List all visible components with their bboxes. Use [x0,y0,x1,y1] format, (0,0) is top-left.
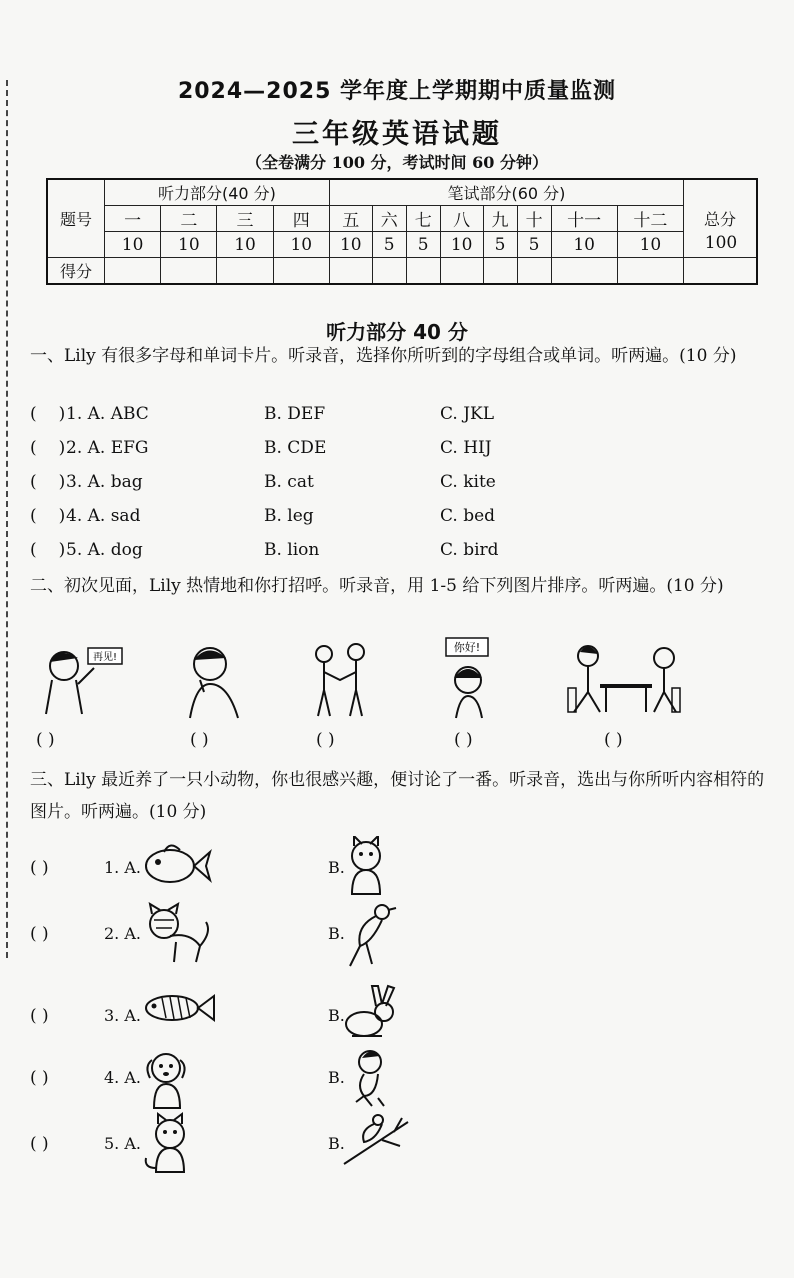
score-entry-cell[interactable] [161,258,217,285]
option-a: 5. A. dog [66,540,143,560]
option-b-label: B. [328,1134,345,1153]
answer-paren[interactable]: ( ) [30,924,49,944]
bubble-hello-text: 你好! [453,641,481,654]
score-entry-cell[interactable] [517,258,551,285]
row-label-score: 得分 [47,258,105,285]
question-number: 二 [161,206,217,232]
option-a: 4. A. sad [66,506,141,526]
group-written: 笔试部分(60 分) [329,179,683,206]
score-entry-cell[interactable] [273,258,329,285]
binding-margin-line [6,80,8,958]
answer-paren[interactable]: ( ) [30,1006,49,1026]
option-c: C. HIJ [440,438,492,458]
score-entry-cell[interactable] [329,258,372,285]
points-cell: 10 [161,232,217,258]
option-a-label: 1. A. [104,858,141,877]
question-number: 六 [372,206,406,232]
points-cell: 10 [217,232,273,258]
points-cell: 5 [372,232,406,258]
bubble-goodbye-text: 再见! [92,652,118,663]
tiger-cat-picture [140,902,212,970]
group-listening: 听力部分(40 分) [105,179,330,206]
order-blank[interactable]: ( ) [316,730,335,750]
answer-paren[interactable]: ( ) [30,506,66,526]
points-cell: 5 [406,232,440,258]
part1-instruction: 一、Lily 有很多字母和单词卡片。听录音，选择你所听到的字母组合或单词。听两遍。(10 分) [30,346,737,366]
score-entry-cell[interactable] [551,258,617,285]
option-c: C. kite [440,472,496,492]
parrot-picture [342,1046,398,1114]
score-row [47,258,757,285]
option-a-label: 2. A. [104,924,141,943]
total-entry-cell[interactable] [684,258,758,285]
fish-picture [140,984,216,1032]
picture-handshake [306,640,376,720]
answer-paren[interactable]: ( ) [30,438,66,458]
question-number: 八 [440,206,483,232]
dog-picture [140,1046,196,1114]
answer-paren[interactable]: ( ) [30,1068,49,1088]
score-entry-cell[interactable] [372,258,406,285]
question-number: 一 [105,206,161,232]
picture-girl-waving [38,636,128,720]
part2-instruction: 二、初次见面，Lily 热情地和你打招呼。听录音，用 1-5 给下列图片排序。听两遍。(10 分) [30,576,724,596]
part1-item [30,438,730,468]
option-b: B. cat [264,472,314,492]
order-blank[interactable]: ( ) [454,730,473,750]
part3-instruction: 三、Lily 最近养了一只小动物，你也很感兴趣，便讨论了一番。听录音，选出与你所听内容相符的图片。听两遍。(10 分) [30,770,765,822]
option-c: C. bird [440,540,499,560]
listening-heading: 听力部分 40 分 [326,320,468,344]
part1-item [30,506,730,536]
score-table [46,178,758,285]
question-number: 五 [329,206,372,232]
option-b-label: B. [328,1006,345,1025]
picture-girl-hello [440,636,500,720]
question-number: 十二 [617,206,683,232]
part3-item [30,1112,530,1182]
picture-table-talk [560,640,690,716]
total-points: 100 [704,233,738,253]
bird-on-branch-picture [342,1112,412,1172]
bird-picture [342,902,398,972]
answer-paren[interactable]: ( ) [30,404,66,424]
points-cell: 5 [483,232,517,258]
fish-picture [140,836,212,896]
part3-item [30,984,530,1054]
score-entry-cell[interactable] [406,258,440,285]
option-b-label: B. [328,924,345,943]
score-entry-cell[interactable] [105,258,161,285]
question-number: 四 [273,206,329,232]
answer-paren[interactable]: ( ) [30,540,66,560]
part3-item [30,836,530,906]
question-number: 七 [406,206,440,232]
row-label-question: 题号 [47,179,105,258]
question-number: 三 [217,206,273,232]
points-cell: 10 [105,232,161,258]
option-c: C. JKL [440,404,495,424]
picture-boy-thinking [180,640,250,720]
option-c: C. bed [440,506,496,526]
part1-item [30,404,730,434]
option-b: B. CDE [264,438,327,458]
question-number-row [47,206,757,232]
points-cell: 5 [517,232,551,258]
option-b-label: B. [328,1068,345,1087]
total-label: 总分 [684,179,758,258]
option-a-label: 4. A. [104,1068,141,1087]
part2-pictures [30,636,770,756]
points-row [47,232,757,258]
part1-item [30,472,730,502]
rabbit-picture [342,984,402,1044]
score-entry-cell[interactable] [617,258,683,285]
score-entry-cell[interactable] [483,258,517,285]
score-entry-cell[interactable] [217,258,273,285]
question-number: 十 [517,206,551,232]
points-cell: 10 [273,232,329,258]
option-a: 3. A. bag [66,472,143,492]
option-b: B. leg [264,506,314,526]
part3-item [30,902,530,972]
answer-paren[interactable]: ( ) [30,472,66,492]
option-b: B. DEF [264,404,326,424]
exam-title-line1: 2024—2025 学年度上学期期中质量监测 [177,79,617,104]
option-a-label: 3. A. [104,1006,141,1025]
option-a: 1. A. ABC [66,404,149,424]
cat-picture [342,836,392,900]
points-cell: 10 [551,232,617,258]
exam-title-line2: 三年级英语试题 [292,119,502,150]
option-b: B. lion [264,540,320,560]
option-b-label: B. [328,858,345,877]
part1-item [30,540,730,570]
option-a-label: 5. A. [104,1134,141,1153]
cat-picture [140,1112,196,1178]
points-cell: 10 [440,232,483,258]
question-number: 十一 [551,206,617,232]
question-number: 九 [483,206,517,232]
points-cell: 10 [617,232,683,258]
part3-item [30,1046,530,1116]
points-cell: 10 [329,232,372,258]
order-blank[interactable]: ( ) [604,730,623,750]
score-entry-cell[interactable] [440,258,483,285]
order-blank[interactable]: ( ) [36,730,55,750]
option-a: 2. A. EFG [66,438,149,458]
exam-subtitle: （全卷满分 100 分，考试时间 60 分钟） [246,153,548,172]
order-blank[interactable]: ( ) [190,730,209,750]
answer-paren[interactable]: ( ) [30,858,49,878]
answer-paren[interactable]: ( ) [30,1134,49,1154]
